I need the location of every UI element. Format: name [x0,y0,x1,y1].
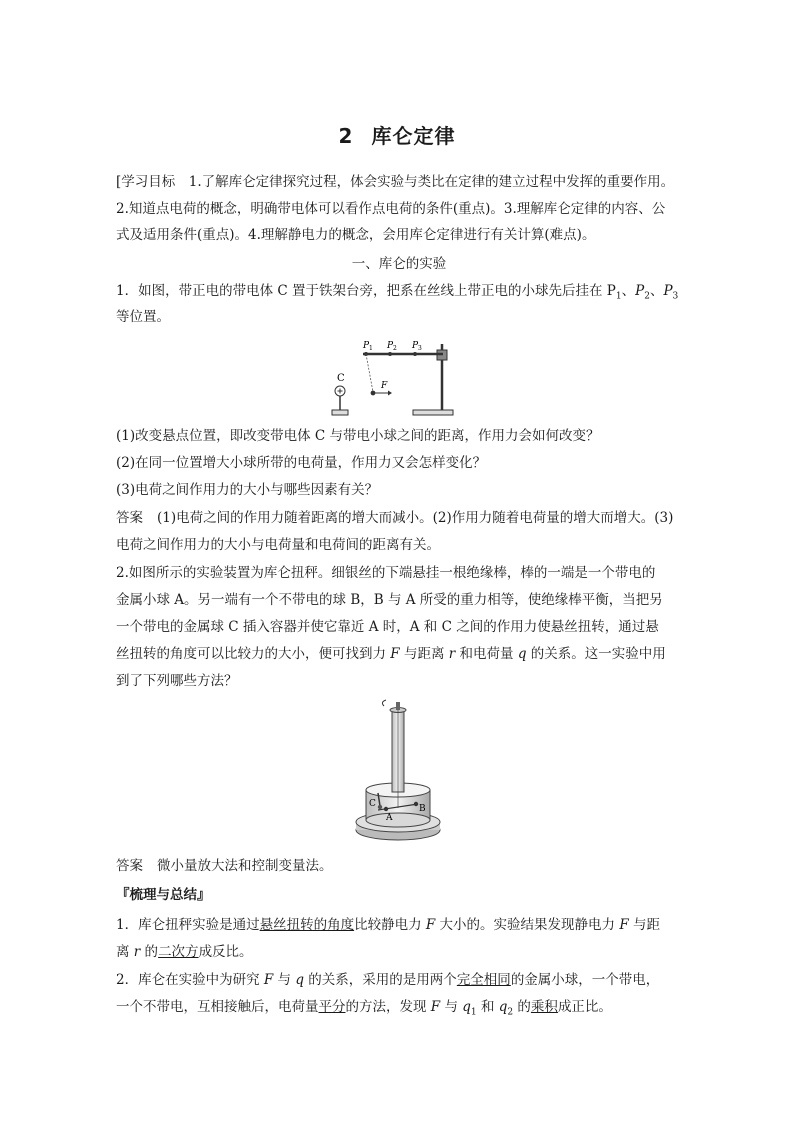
answer-1-line-2: 电荷之间作用力的大小与电荷量和电荷间的距离有关。 [116,537,440,553]
section-heading: 一、库仑的实验 [351,256,447,272]
answer-label: 答案 [116,858,143,874]
question-1-line-1: 1．如图，带正电的带电体 C 置于铁架台旁，把系在丝线上带正电的小球先后挂在 $P_1$、$P_2$、$P_3$ [116,283,679,302]
force-label: F [381,381,388,391]
ball-b [414,802,418,806]
question-1-line-2: 等位置。 [116,309,170,325]
objectives-line-3: 式及适用条件(重点)。4.理解静电力的概念，会用库仑定律进行有关计算(难点)。 [116,227,596,243]
charged-ball [371,391,376,396]
p3-label: P [412,341,419,351]
summary-line-1: 1．库仑扭秤实验是通过悬丝扭转的角度比较静电力 F 大小的。实验结果发现静电力 F 与距 [116,917,661,933]
summary-heading: 『梳理与总结』 [116,887,211,903]
answer-label: 答案 [116,510,143,526]
p1-sub: 1 [369,345,373,352]
c-label: C [337,373,345,384]
rotation-arrow [382,700,386,706]
sub-question-2: (2)在同一位置增大小球所带的电荷量，作用力又会怎样变化？ [116,455,487,471]
silk-thread [366,354,373,392]
question-2-line-4: 丝扭转的角度可以比较力的大小，便可找到力 F 与距离 r 和电荷量 q 的关系。这一实验中用 [116,646,666,662]
ball-c [378,805,382,809]
stand-base [413,410,453,415]
p1-label: P [363,341,370,351]
label-a: A [386,813,393,823]
answer-1-line-1: 答案 (1)电荷之间的作用力随着距离的增大而减小。(2)作用力随着电荷量的增大而增大。(3) [116,510,674,526]
title-text: 库仑定律 [371,124,456,148]
p2-label: P [387,341,394,351]
label-c: C [369,799,376,809]
p3-sub: 3 [418,345,422,352]
question-2-line-1: 2.如图所示的实验装置为库仑扭秤。细银丝的下端悬挂一根绝缘棒，棒的一端是一个带电的 [116,565,656,581]
sub-question-1: (1)改变悬点位置，即改变带电体 C 与带电小球之间的距离，作用力会如何改变？ [116,428,600,444]
ball-a [384,807,388,811]
question-2-line-5: 到了下列哪些方法？ [116,673,238,689]
answer-2: 答案 微小量放大法和控制变量法。 [116,858,333,874]
summary-line-3: 2．库仑在实验中为研究 F 与 q 的关系，采用的是用两个完全相同的金属小球，一个带电， [116,972,660,988]
c-base [332,410,348,415]
label-b: B [419,804,426,814]
title-number: 2 [338,124,354,148]
question-2-line-2: 金属小球 A。另一端有一个不带电的球 B，B 与 A 所受的重力相等，使绝缘棒平衡，当把另 [116,592,663,608]
torsion-head [396,702,400,710]
p2-point [388,352,392,356]
objectives-line-1: [学习目标 1.了解库仑定律探究过程，体会实验与类比在定律的建立过程中发挥的重要作用。 [116,174,675,190]
summary-line-4: 一个不带电，互相接触后，电荷量平分的方法，发现 F 与 $q_1$ 和 $q_2$ 的乘积成正比。 [116,999,612,1018]
sub-question-3: (3)电荷之间作用力的大小与哪些因素有关？ [116,482,379,498]
arrow-head [388,391,392,396]
p3-point [413,352,417,356]
summary-line-2: 离 r 的二次方成反比。 [116,944,253,960]
p2-sub: 2 [393,345,397,352]
container-bottom [366,813,430,827]
iron-stand-figure [318,334,468,420]
torsion-balance-figure [352,698,444,846]
page-title [0,120,794,149]
question-2-line-3: 一个带电的金属球 C 插入容器并使它靠近 A 时，A 和 C 之间的作用力使悬丝扭转，通过悬 [116,619,659,635]
objectives-line-2: 2.知道点电荷的概念，明确带电体可以看作点电荷的条件(重点)。3.理解库仑定律的内容、公 [116,201,666,217]
